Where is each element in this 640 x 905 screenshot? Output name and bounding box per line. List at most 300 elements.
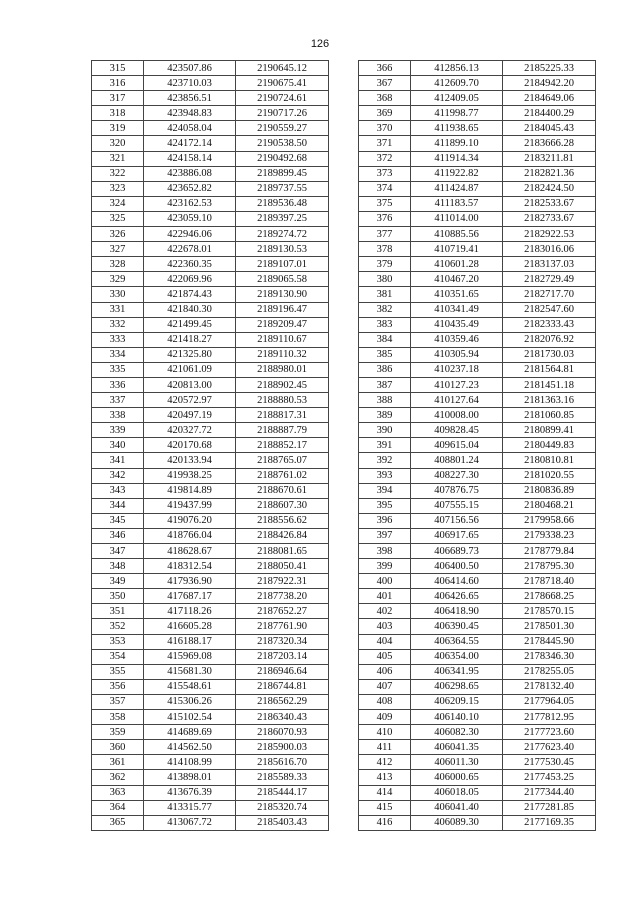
point-number-cell: 377: [359, 227, 411, 242]
y-coordinate-cell: 2184942.20: [503, 76, 596, 91]
x-coordinate-cell: 422360.35: [144, 257, 236, 272]
table-row: [92, 91, 329, 106]
x-coordinate-cell: 410008.00: [411, 408, 503, 423]
point-number-cell: 346: [92, 528, 144, 543]
point-number-cell: 337: [92, 393, 144, 408]
y-coordinate-cell: 2189130.53: [236, 242, 329, 257]
table-row: [359, 815, 596, 830]
point-number-cell: 390: [359, 423, 411, 438]
point-number-cell: 360: [92, 740, 144, 755]
x-coordinate-cell: 421840.30: [144, 302, 236, 317]
y-coordinate-cell: 2190724.61: [236, 91, 329, 106]
point-number-cell: 386: [359, 362, 411, 377]
table-row: [92, 196, 329, 211]
y-coordinate-cell: 2178795.30: [503, 559, 596, 574]
point-number-cell: 343: [92, 483, 144, 498]
y-coordinate-cell: 2177344.40: [503, 785, 596, 800]
y-coordinate-cell: 2185444.17: [236, 785, 329, 800]
table-row: [92, 604, 329, 619]
point-number-cell: 365: [92, 815, 144, 830]
y-coordinate-cell: 2182821.36: [503, 166, 596, 181]
x-coordinate-cell: 411014.00: [411, 211, 503, 226]
x-coordinate-cell: 420170.68: [144, 438, 236, 453]
y-coordinate-cell: 2185320.74: [236, 800, 329, 815]
point-number-cell: 361: [92, 755, 144, 770]
table-row: [359, 136, 596, 151]
x-coordinate-cell: 421325.80: [144, 347, 236, 362]
x-coordinate-cell: 420327.72: [144, 423, 236, 438]
point-number-cell: 403: [359, 619, 411, 634]
point-number-cell: 405: [359, 649, 411, 664]
x-coordinate-cell: 422946.06: [144, 227, 236, 242]
coordinates-table-left: [91, 60, 329, 831]
table-row: [359, 483, 596, 498]
table-row: [359, 453, 596, 468]
table-row: [359, 664, 596, 679]
point-number-cell: 408: [359, 694, 411, 709]
table-row: [359, 302, 596, 317]
point-number-cell: 358: [92, 710, 144, 725]
table-row: [359, 755, 596, 770]
y-coordinate-cell: 2177169.35: [503, 815, 596, 830]
x-coordinate-cell: 423948.83: [144, 106, 236, 121]
point-number-cell: 378: [359, 242, 411, 257]
table-row: [359, 770, 596, 785]
point-number-cell: 332: [92, 317, 144, 332]
point-number-cell: 395: [359, 498, 411, 513]
y-coordinate-cell: 2186070.93: [236, 725, 329, 740]
y-coordinate-cell: 2182076.92: [503, 332, 596, 347]
y-coordinate-cell: 2189130.90: [236, 287, 329, 302]
table-row: [359, 317, 596, 332]
x-coordinate-cell: 406364.55: [411, 634, 503, 649]
point-number-cell: 316: [92, 76, 144, 91]
x-coordinate-cell: 409828.45: [411, 423, 503, 438]
y-coordinate-cell: 2188880.53: [236, 393, 329, 408]
x-coordinate-cell: 415548.61: [144, 679, 236, 694]
point-number-cell: 388: [359, 393, 411, 408]
y-coordinate-cell: 2178779.84: [503, 544, 596, 559]
y-coordinate-cell: 2189107.01: [236, 257, 329, 272]
point-number-cell: 362: [92, 770, 144, 785]
point-number-cell: 330: [92, 287, 144, 302]
x-coordinate-cell: 406354.00: [411, 649, 503, 664]
point-number-cell: 334: [92, 347, 144, 362]
point-number-cell: 363: [92, 785, 144, 800]
x-coordinate-cell: 406041.35: [411, 740, 503, 755]
x-coordinate-cell: 421874.43: [144, 287, 236, 302]
x-coordinate-cell: 415102.54: [144, 710, 236, 725]
y-coordinate-cell: 2189536.48: [236, 196, 329, 211]
x-coordinate-cell: 408227.30: [411, 468, 503, 483]
y-coordinate-cell: 2177964.05: [503, 694, 596, 709]
y-coordinate-cell: 2187738.20: [236, 589, 329, 604]
table-row: [92, 483, 329, 498]
point-number-cell: 338: [92, 408, 144, 423]
table-row: [92, 423, 329, 438]
table-row: [359, 800, 596, 815]
point-number-cell: 324: [92, 196, 144, 211]
table-row: [92, 242, 329, 257]
x-coordinate-cell: 413676.39: [144, 785, 236, 800]
x-coordinate-cell: 423856.51: [144, 91, 236, 106]
point-number-cell: 348: [92, 559, 144, 574]
table-row: [359, 181, 596, 196]
table-row: [92, 679, 329, 694]
table-row: [92, 287, 329, 302]
x-coordinate-cell: 413067.72: [144, 815, 236, 830]
table-row: [92, 453, 329, 468]
point-number-cell: 352: [92, 619, 144, 634]
x-coordinate-cell: 419437.99: [144, 498, 236, 513]
y-coordinate-cell: 2180810.81: [503, 453, 596, 468]
x-coordinate-cell: 409615.04: [411, 438, 503, 453]
table-row: [359, 559, 596, 574]
y-coordinate-cell: 2178668.25: [503, 589, 596, 604]
x-coordinate-cell: 414689.69: [144, 725, 236, 740]
x-coordinate-cell: 410435.49: [411, 317, 503, 332]
point-number-cell: 415: [359, 800, 411, 815]
x-coordinate-cell: 412856.13: [411, 61, 503, 76]
table-row: [92, 740, 329, 755]
x-coordinate-cell: 423162.53: [144, 196, 236, 211]
point-number-cell: 359: [92, 725, 144, 740]
table-row: [92, 136, 329, 151]
table-row: [92, 166, 329, 181]
table-row: [359, 468, 596, 483]
table-row: [92, 211, 329, 226]
y-coordinate-cell: 2182922.53: [503, 227, 596, 242]
y-coordinate-cell: 2189397.25: [236, 211, 329, 226]
point-number-cell: 347: [92, 544, 144, 559]
point-number-cell: 382: [359, 302, 411, 317]
table-row: [359, 196, 596, 211]
point-number-cell: 412: [359, 755, 411, 770]
point-number-cell: 323: [92, 181, 144, 196]
point-number-cell: 409: [359, 710, 411, 725]
point-number-cell: 407: [359, 679, 411, 694]
y-coordinate-cell: 2178501.30: [503, 619, 596, 634]
y-coordinate-cell: 2177812.95: [503, 710, 596, 725]
y-coordinate-cell: 2190559.27: [236, 121, 329, 136]
point-number-cell: 335: [92, 362, 144, 377]
y-coordinate-cell: 2186946.64: [236, 664, 329, 679]
y-coordinate-cell: 2182533.67: [503, 196, 596, 211]
x-coordinate-cell: 406018.05: [411, 785, 503, 800]
table-row: [359, 347, 596, 362]
y-coordinate-cell: 2179958.66: [503, 513, 596, 528]
x-coordinate-cell: 410359.46: [411, 332, 503, 347]
point-number-cell: 328: [92, 257, 144, 272]
point-number-cell: 411: [359, 740, 411, 755]
y-coordinate-cell: 2185403.43: [236, 815, 329, 830]
y-coordinate-cell: 2182547.60: [503, 302, 596, 317]
table-row: [92, 151, 329, 166]
y-coordinate-cell: 2181451.18: [503, 377, 596, 392]
x-coordinate-cell: 421061.09: [144, 362, 236, 377]
point-number-cell: 342: [92, 468, 144, 483]
y-coordinate-cell: 2178570.15: [503, 604, 596, 619]
x-coordinate-cell: 423710.03: [144, 76, 236, 91]
y-coordinate-cell: 2188902.45: [236, 377, 329, 392]
point-number-cell: 413: [359, 770, 411, 785]
y-coordinate-cell: 2177623.40: [503, 740, 596, 755]
x-coordinate-cell: 406689.73: [411, 544, 503, 559]
table-row: [92, 302, 329, 317]
table-row: [359, 106, 596, 121]
x-coordinate-cell: 411914.34: [411, 151, 503, 166]
x-coordinate-cell: 406390.45: [411, 619, 503, 634]
point-number-cell: 354: [92, 649, 144, 664]
table-row: [92, 317, 329, 332]
point-number-cell: 341: [92, 453, 144, 468]
y-coordinate-cell: 2183211.81: [503, 151, 596, 166]
point-number-cell: 339: [92, 423, 144, 438]
x-coordinate-cell: 424058.04: [144, 121, 236, 136]
x-coordinate-cell: 407156.56: [411, 513, 503, 528]
table-row: [92, 755, 329, 770]
point-number-cell: 381: [359, 287, 411, 302]
x-coordinate-cell: 418628.67: [144, 544, 236, 559]
table-row: [359, 377, 596, 392]
point-number-cell: 397: [359, 528, 411, 543]
y-coordinate-cell: 2184400.29: [503, 106, 596, 121]
y-coordinate-cell: 2183016.06: [503, 242, 596, 257]
table-row: [92, 664, 329, 679]
point-number-cell: 356: [92, 679, 144, 694]
y-coordinate-cell: 2182717.70: [503, 287, 596, 302]
table-row: [92, 121, 329, 136]
page-number: 126: [310, 38, 330, 50]
y-coordinate-cell: 2188426.84: [236, 528, 329, 543]
y-coordinate-cell: 2188670.61: [236, 483, 329, 498]
x-coordinate-cell: 420572.97: [144, 393, 236, 408]
y-coordinate-cell: 2187203.14: [236, 649, 329, 664]
point-number-cell: 375: [359, 196, 411, 211]
x-coordinate-cell: 421499.45: [144, 317, 236, 332]
table-row: [92, 438, 329, 453]
table-row: [92, 408, 329, 423]
x-coordinate-cell: 415306.26: [144, 694, 236, 709]
point-number-cell: 393: [359, 468, 411, 483]
y-coordinate-cell: 2185900.03: [236, 740, 329, 755]
point-number-cell: 349: [92, 574, 144, 589]
x-coordinate-cell: 406089.30: [411, 815, 503, 830]
point-number-cell: 416: [359, 815, 411, 830]
x-coordinate-cell: 416188.17: [144, 634, 236, 649]
point-number-cell: 389: [359, 408, 411, 423]
x-coordinate-cell: 415681.30: [144, 664, 236, 679]
x-coordinate-cell: 411899.10: [411, 136, 503, 151]
x-coordinate-cell: 422678.01: [144, 242, 236, 257]
y-coordinate-cell: 2188050.41: [236, 559, 329, 574]
point-number-cell: 371: [359, 136, 411, 151]
y-coordinate-cell: 2190538.50: [236, 136, 329, 151]
x-coordinate-cell: 410351.65: [411, 287, 503, 302]
point-number-cell: 410: [359, 725, 411, 740]
x-coordinate-cell: 406341.95: [411, 664, 503, 679]
y-coordinate-cell: 2177281.85: [503, 800, 596, 815]
point-number-cell: 329: [92, 272, 144, 287]
y-coordinate-cell: 2186744.81: [236, 679, 329, 694]
point-number-cell: 344: [92, 498, 144, 513]
table-row: [359, 227, 596, 242]
y-coordinate-cell: 2190717.26: [236, 106, 329, 121]
y-coordinate-cell: 2188852.17: [236, 438, 329, 453]
point-number-cell: 355: [92, 664, 144, 679]
point-number-cell: 320: [92, 136, 144, 151]
table-row: [359, 604, 596, 619]
y-coordinate-cell: 2185225.33: [503, 61, 596, 76]
x-coordinate-cell: 411424.87: [411, 181, 503, 196]
y-coordinate-cell: 2187761.90: [236, 619, 329, 634]
table-row: [359, 211, 596, 226]
y-coordinate-cell: 2178445.90: [503, 634, 596, 649]
point-number-cell: 399: [359, 559, 411, 574]
x-coordinate-cell: 423059.10: [144, 211, 236, 226]
point-number-cell: 345: [92, 513, 144, 528]
x-coordinate-cell: 417687.17: [144, 589, 236, 604]
y-coordinate-cell: 2189274.72: [236, 227, 329, 242]
table-row: [359, 710, 596, 725]
point-number-cell: 404: [359, 634, 411, 649]
y-coordinate-cell: 2180449.83: [503, 438, 596, 453]
y-coordinate-cell: 2188081.65: [236, 544, 329, 559]
x-coordinate-cell: 410305.94: [411, 347, 503, 362]
table-row: [92, 332, 329, 347]
y-coordinate-cell: 2180899.41: [503, 423, 596, 438]
table-row: [92, 559, 329, 574]
coordinates-table-right: [358, 60, 596, 831]
point-number-cell: 379: [359, 257, 411, 272]
y-coordinate-cell: 2181730.03: [503, 347, 596, 362]
table-row: [359, 121, 596, 136]
y-coordinate-cell: 2179338.23: [503, 528, 596, 543]
point-number-cell: 369: [359, 106, 411, 121]
point-number-cell: 340: [92, 438, 144, 453]
point-number-cell: 336: [92, 377, 144, 392]
point-number-cell: 357: [92, 694, 144, 709]
x-coordinate-cell: 410237.18: [411, 362, 503, 377]
table-row: [359, 725, 596, 740]
x-coordinate-cell: 422069.96: [144, 272, 236, 287]
x-coordinate-cell: 424172.14: [144, 136, 236, 151]
table-row: [359, 393, 596, 408]
y-coordinate-cell: 2188761.02: [236, 468, 329, 483]
y-coordinate-cell: 2189209.47: [236, 317, 329, 332]
x-coordinate-cell: 411998.77: [411, 106, 503, 121]
x-coordinate-cell: 412409.05: [411, 91, 503, 106]
table-row: [92, 634, 329, 649]
point-number-cell: 367: [359, 76, 411, 91]
table-row: [359, 242, 596, 257]
x-coordinate-cell: 423507.86: [144, 61, 236, 76]
x-coordinate-cell: 423886.08: [144, 166, 236, 181]
table-body: [359, 61, 596, 831]
x-coordinate-cell: 414108.99: [144, 755, 236, 770]
x-coordinate-cell: 410719.41: [411, 242, 503, 257]
x-coordinate-cell: 413315.77: [144, 800, 236, 815]
point-number-cell: 401: [359, 589, 411, 604]
table-row: [92, 513, 329, 528]
x-coordinate-cell: 410127.23: [411, 377, 503, 392]
table-row: [92, 694, 329, 709]
table-row: [92, 393, 329, 408]
x-coordinate-cell: 407876.75: [411, 483, 503, 498]
y-coordinate-cell: 2190645.12: [236, 61, 329, 76]
point-number-cell: 333: [92, 332, 144, 347]
point-number-cell: 331: [92, 302, 144, 317]
x-coordinate-cell: 410885.56: [411, 227, 503, 242]
y-coordinate-cell: 2188607.30: [236, 498, 329, 513]
y-coordinate-cell: 2188980.01: [236, 362, 329, 377]
point-number-cell: 402: [359, 604, 411, 619]
point-number-cell: 406: [359, 664, 411, 679]
table-row: [92, 544, 329, 559]
point-number-cell: 353: [92, 634, 144, 649]
x-coordinate-cell: 419938.25: [144, 468, 236, 483]
point-number-cell: 414: [359, 785, 411, 800]
table-row: [359, 574, 596, 589]
point-number-cell: 326: [92, 227, 144, 242]
table-row: [92, 619, 329, 634]
y-coordinate-cell: 2178718.40: [503, 574, 596, 589]
y-coordinate-cell: 2187652.27: [236, 604, 329, 619]
table-row: [359, 332, 596, 347]
point-number-cell: 391: [359, 438, 411, 453]
y-coordinate-cell: 2182733.67: [503, 211, 596, 226]
x-coordinate-cell: 411922.82: [411, 166, 503, 181]
table-row: [92, 815, 329, 830]
y-coordinate-cell: 2189110.32: [236, 347, 329, 362]
table-row: [359, 408, 596, 423]
x-coordinate-cell: 410601.28: [411, 257, 503, 272]
table-row: [359, 91, 596, 106]
x-coordinate-cell: 406140.10: [411, 710, 503, 725]
table-row: [359, 438, 596, 453]
table-row: [359, 679, 596, 694]
point-number-cell: 318: [92, 106, 144, 121]
y-coordinate-cell: 2189110.67: [236, 332, 329, 347]
x-coordinate-cell: 412609.70: [411, 76, 503, 91]
x-coordinate-cell: 406426.65: [411, 589, 503, 604]
y-coordinate-cell: 2183137.03: [503, 257, 596, 272]
table-row: [359, 740, 596, 755]
y-coordinate-cell: 2184649.06: [503, 91, 596, 106]
table-row: [92, 800, 329, 815]
y-coordinate-cell: 2180468.21: [503, 498, 596, 513]
table-row: [359, 61, 596, 76]
table-body: [92, 61, 329, 831]
table-row: [359, 151, 596, 166]
x-coordinate-cell: 417936.90: [144, 574, 236, 589]
table-row: [359, 362, 596, 377]
x-coordinate-cell: 423652.82: [144, 181, 236, 196]
x-coordinate-cell: 421418.27: [144, 332, 236, 347]
y-coordinate-cell: 2177530.45: [503, 755, 596, 770]
table-row: [359, 694, 596, 709]
y-coordinate-cell: 2190492.68: [236, 151, 329, 166]
x-coordinate-cell: 410341.49: [411, 302, 503, 317]
y-coordinate-cell: 2182333.43: [503, 317, 596, 332]
x-coordinate-cell: 410467.20: [411, 272, 503, 287]
y-coordinate-cell: 2177453.25: [503, 770, 596, 785]
point-number-cell: 383: [359, 317, 411, 332]
y-coordinate-cell: 2188765.07: [236, 453, 329, 468]
table-row: [92, 785, 329, 800]
y-coordinate-cell: 2187922.31: [236, 574, 329, 589]
point-number-cell: 387: [359, 377, 411, 392]
